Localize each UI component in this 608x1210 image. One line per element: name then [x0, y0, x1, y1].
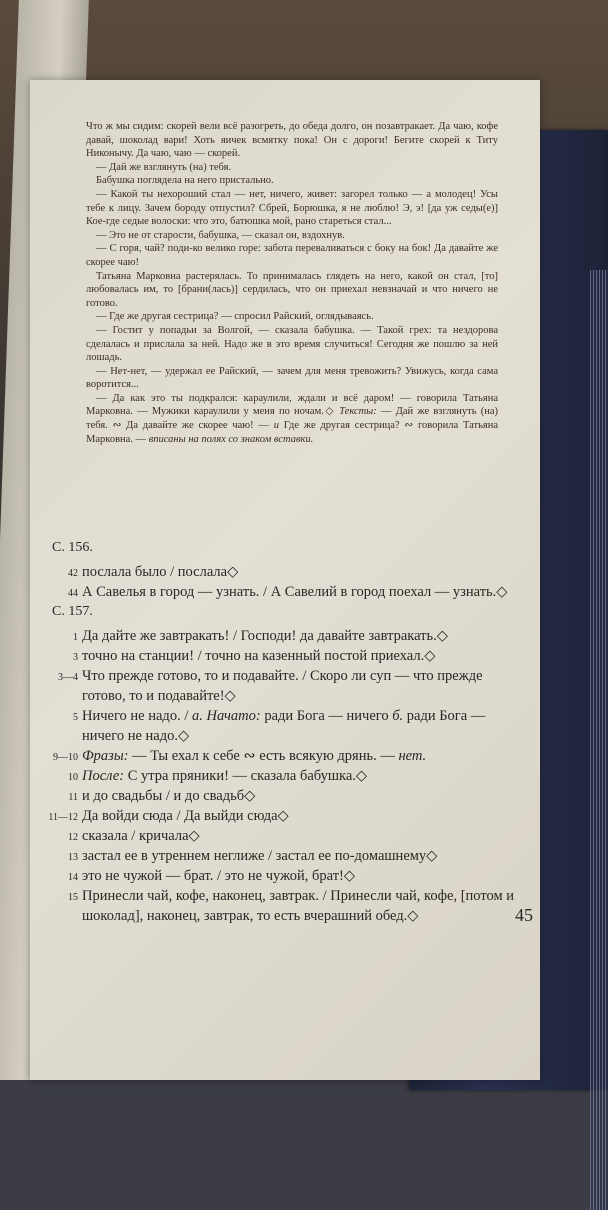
editor-note: и — [273, 420, 279, 432]
paragraph — [86, 392, 498, 446]
note-text: сказала / кричала◇ — [82, 828, 200, 844]
note-entry — [46, 666, 526, 706]
line-number: 12 — [68, 832, 78, 843]
note-text: это не чужой — брат. / это не чужой, брат!◇ — [82, 868, 356, 884]
line-number: 11—12 — [48, 812, 78, 823]
note-entry — [46, 562, 526, 582]
line-number: 9—10 — [53, 752, 78, 763]
editor-note: Фразы: — [82, 748, 129, 764]
paragraph: — Дай же взглянуть (на) тебя. — [96, 161, 232, 173]
note-entry — [46, 786, 526, 806]
note-entry — [46, 706, 526, 746]
page-edges — [590, 270, 608, 1210]
paragraph: Татьяна Марковна растерялась. То принималась глядеть на него, какой он стал, [то] любовалась им, то [брани(лась)] сердилась, что он приехал невзначай и что ничего не готово. — [86, 270, 498, 309]
notes-section-157 — [46, 602, 526, 926]
paragraph: Бабушка поглядела на него пристально. — [96, 175, 274, 187]
editor-note: вписаны на полях со знаком вставки. — [148, 433, 314, 445]
editor-note: б. — [392, 708, 404, 724]
note-entry — [46, 582, 526, 602]
main-text-block — [86, 120, 498, 446]
editor-note: нет. — [398, 748, 427, 764]
line-number: 3—4 — [58, 672, 78, 683]
line-number: 5 — [73, 712, 78, 723]
note-entry — [46, 626, 526, 646]
line-number: 10 — [68, 772, 78, 783]
note-text: С утра пряники! — сказала бабушка.◇ — [124, 768, 368, 784]
line-number: 15 — [68, 892, 78, 903]
note-text: ради Бога — ничего — [260, 708, 393, 724]
note-entry — [46, 886, 526, 926]
paragraph: — Какой ты нехороший стал — нет, ничего, живет: загорел только — а молодец! Усы тебе к лицу. Зачем бороду отпустил? Сбрей, Борюшка, я не люблю! Э, э! [да уж седы(е)] Кое-где седые волоски: что это, батюшка мой, рано стареться стал... — [86, 188, 498, 228]
note-text: точно на станции! / точно на казенный постой приехал.◇ — [82, 648, 436, 664]
note-text: ради Бога — ничего не надо.◇ — [82, 708, 486, 744]
paragraph: — Это не от старости, бабушка, — сказал он, вздохнув. — [96, 229, 345, 241]
note-text: Ничего не надо. / — [82, 708, 192, 724]
note-entry — [46, 866, 526, 886]
section-header: С. 157. — [52, 604, 93, 619]
note-text: Да дайте же завтракать! / Господи! да давайте завтракать.◇ — [82, 628, 448, 644]
note-text: застал ее в утреннем неглиже / застал ее по-домашнему◇ — [82, 848, 438, 864]
paragraph: — С горя, чай? поди-ко велико горе: забота переваливаться с боку на бок! Да давайте же скорее чаю! — [86, 243, 498, 268]
paragraph: — Где же другая сестрица? — спросил Райский, оглядываясь. — [96, 311, 374, 323]
line-number: 42 — [68, 568, 78, 579]
page-number: 45 — [515, 905, 533, 925]
text-span: — Да как это ты подкрался: караулили, ждали и всё даром! — говорила Татьяна Марковна. — Мужики караулили у меня по ночам.◇ — [86, 392, 498, 418]
note-text: — Ты ехал к себе ∾ есть всякую дрянь. — — [128, 748, 399, 764]
section-header: С. 156. — [52, 540, 93, 555]
note-entry — [46, 746, 526, 766]
note-entry — [46, 766, 526, 786]
line-number: 11 — [68, 792, 78, 803]
paragraph: Что ж мы сидим: скорей вели всё разогреть, до обеда долго, он позавтракает. Да чаю, кофе давай, шоколад вари! Хоть яичек всмятку пока! Он с дороги! Бегите скорей к Титу Никонычу. Да чаю, чаю — скорей. — [86, 121, 498, 160]
notes-section-156 — [46, 538, 526, 602]
text-span: Где же другая сестрица? ∾ говорила Татьяна Марковна. — — [86, 420, 499, 445]
line-number: 44 — [68, 588, 78, 599]
note-entry — [46, 806, 526, 826]
note-text: Да войди сюда / Да выйди сюда◇ — [82, 808, 289, 824]
text-span: — Дай же взглянуть (на) тебя. ∾ Да давайте же скорее чаю! — — [86, 406, 499, 432]
line-number: 3 — [73, 652, 78, 663]
editor-note: Тексты: — [339, 406, 377, 418]
note-text: Принесли чай, кофе, наконец, завтрак. / Принесли чай, кофе, [потом и шоколад], наконец, завтрак, то есть вчерашний обед.◇ — [82, 888, 515, 924]
note-entry — [46, 826, 526, 846]
line-number: 1 — [73, 632, 78, 643]
paragraph: — Гостит у попадьи за Волгой, — сказала бабушка. — Такой грех: та нездорова сделалась и прислала за ней. Надо же в это время случиться! Сегодня же пошлю за ней лошадь. — [86, 324, 498, 364]
editor-note: а. Начато: — [191, 708, 261, 724]
line-number: 13 — [68, 852, 78, 863]
note-text: послала было / послала◇ — [82, 564, 239, 580]
note-text: и до свадьбы / и до свадьб◇ — [82, 788, 256, 804]
note-entry — [46, 646, 526, 666]
paragraph: — Нет-нет, — удержал ее Райский, — зачем для меня тревожить? Увижусь, когда сама воротится... — [86, 365, 498, 391]
note-entry — [46, 846, 526, 866]
line-number: 14 — [68, 872, 78, 883]
editor-note: После: — [82, 768, 125, 784]
note-text: А Савелья в город — узнать. / А Савелий в город поехал — узнать.◇ — [82, 584, 508, 600]
note-text: Что прежде готово, то и подавайте. / Скоро ли суп — что прежде готово, то и подавайте!◇ — [82, 668, 483, 704]
